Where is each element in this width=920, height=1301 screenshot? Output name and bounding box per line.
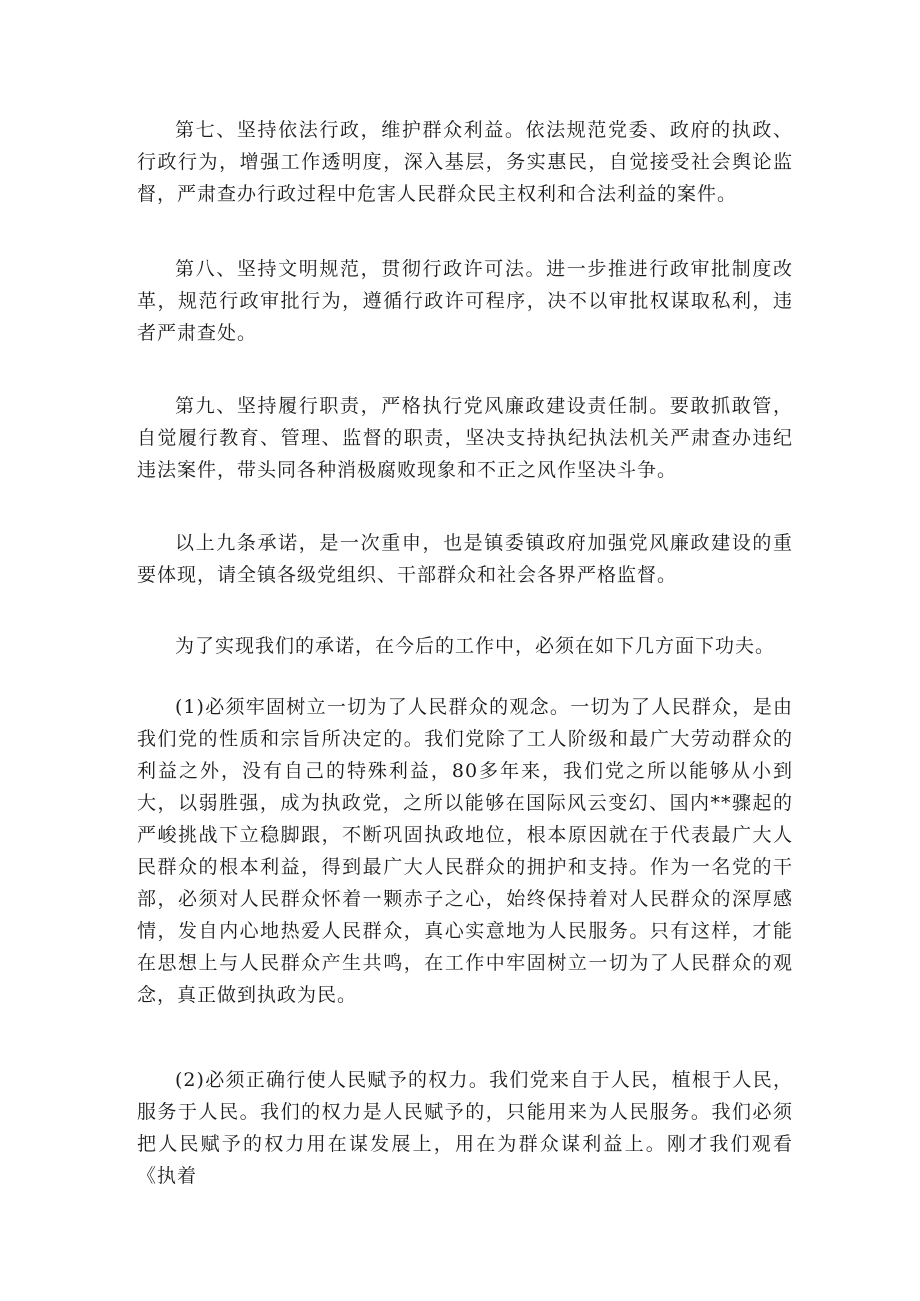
paragraph-article-7: 第七、坚持依法行政，维护群众利益。依法规范党委、政府的执政、行政行为，增强工作透明度，深入基层，务实惠民，自觉接受社会舆论监督，严肃查办行政过程中危害人民群众民主权利和合法利益的案件。 (137, 119, 793, 205)
paragraph-intro: 为了实现我们的承诺，在今后的工作中，必须在如下几方面下功夫。 (175, 635, 776, 657)
paragraph-article-9: 第九、坚持履行职责，严格执行党风廉政建设责任制。要敢抓敢管，自觉履行教育、管理、监督的职责，坚决支持执纪执法机关严肃查办违纪违法案件，带头同各种消极腐败现象和不正之风作坚决斗争。 (137, 395, 793, 481)
paragraph-article-8: 第八、坚持文明规范，贯彻行政许可法。进一步推进行政审批制度改革，规范行政审批行为，遵循行政许可程序，决不以审批权谋取私利，违者严肃查处。 (137, 258, 793, 344)
paragraph-point-2: (2)必须正确行使人民赋予的权力。我们党来自于人民，植根于人民，服务于人民。我们的权力是人民赋予的，只能用来为人民服务。我们必须把人民赋予的权力用在谋发展上，用在为群众谋利益上。刚才我们观看《执着 (137, 1069, 793, 1187)
paragraph-summary: 以上九条承诺，是一次重申，也是镇委镇政府加强党风廉政建设的重要体现，请全镇各级党组织、干部群众和社会各界严格监督。 (137, 532, 793, 586)
paragraph-point-1: (1)必须牢固树立一切为了人民群众的观念。一切为了人民群众，是由我们党的性质和宗旨所决定的。我们党除了工人阶级和最广大劳动群众的利益之外，没有自己的特殊利益，80多年来，我们党之所以能够从小到大，以弱胜强，成为执政党，之所以能够在国际风云变幻、国内**骤起的严峻挑战下立稳脚跟，不断巩固执政地位，根本原因就在于代表最广大人民群众的根本利益，得到最广大人民群众的拥护和支持。作为一名党的干部，必须对人民群众怀着一颗赤子之心，始终保持着对人民群众的深厚感情，发自内心地热爱人民群众，真心实意地为人民服务。只有这样，才能在思想上与人民群众产生共鸣，在工作中牢固树立一切为了人民群众的观念，真正做到执政为民。 (137, 696, 793, 1006)
